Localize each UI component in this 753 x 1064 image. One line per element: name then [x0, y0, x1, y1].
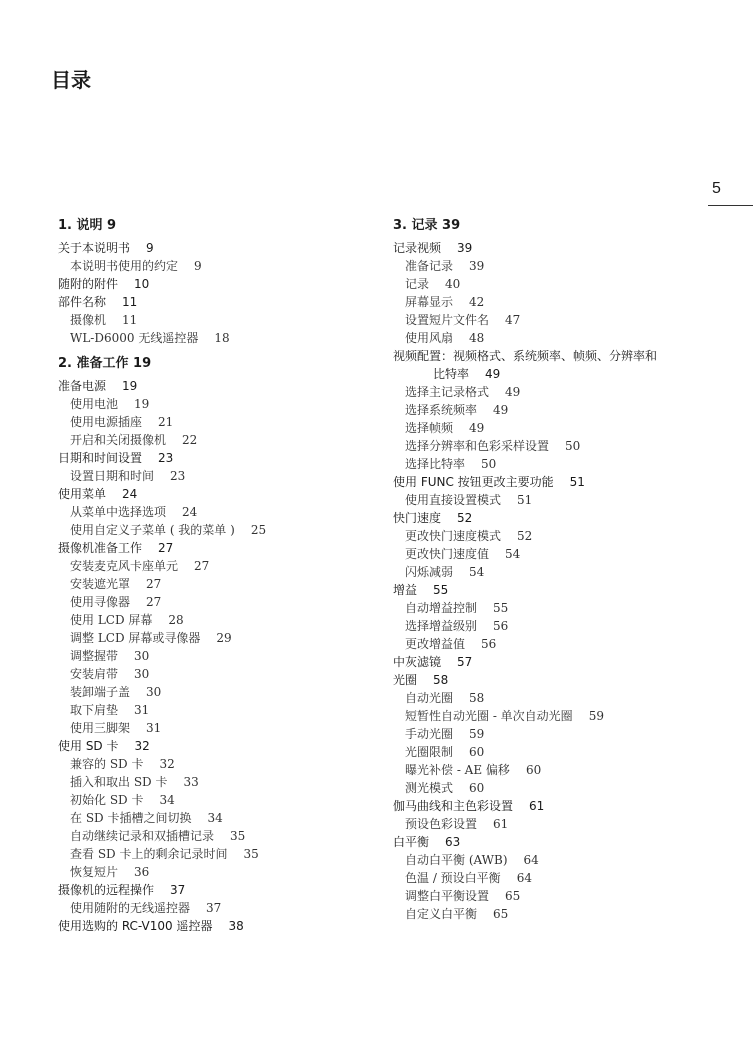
toc-entry-page: 60: [469, 781, 485, 795]
toc-entry-title: 选择主记录格式: [405, 385, 490, 399]
toc-entry-page: 29: [216, 631, 232, 645]
toc-section-entry[interactable]: [393, 509, 723, 527]
toc-entry-title: 色温 / 预设白平衡: [405, 871, 501, 885]
toc-entry-title: 调整白平衡设置: [405, 889, 490, 903]
toc-entry-title: 部件名称: [58, 295, 107, 309]
toc-entry-page: 35: [243, 847, 259, 861]
toc-subsection-entry[interactable]: [58, 575, 388, 593]
toc-entry-page: 23: [170, 469, 186, 483]
toc-entry-page: 27: [146, 577, 162, 591]
page-number-rule: [708, 205, 753, 206]
toc-entry-title: 恢复短片: [70, 865, 119, 879]
toc-entry-title: 使用 SD 卡: [58, 739, 119, 753]
toc-entry-page: 11: [122, 313, 138, 327]
toc-subsection-entry[interactable]: [58, 899, 388, 917]
toc-section-entry[interactable]: [58, 449, 388, 467]
toc-entry-title: 安装麦克风卡座单元: [70, 559, 179, 573]
toc-entry-page: 60: [469, 745, 485, 759]
toc-entry-title: 使用菜单: [58, 487, 107, 501]
toc-entry-title: 更改快门速度模式: [405, 529, 502, 543]
toc-subsection-entry[interactable]: [393, 329, 723, 347]
toc-entry-title: 查看 SD 卡上的剩余记录时间: [70, 847, 228, 861]
toc-entry-page: 30: [134, 667, 150, 681]
toc-entry-page: 52: [457, 511, 473, 525]
toc-entry-page: 39: [457, 241, 473, 255]
toc-entry-page: 19: [122, 379, 138, 393]
toc-entry-title: 手动光圈: [405, 727, 454, 741]
toc-entry-title: 选择系统频率: [405, 403, 478, 417]
toc-entry-title: 本说明书使用的约定: [70, 259, 179, 273]
toc-entry-title: 使用风扇: [405, 331, 454, 345]
toc-entry-title: 随附的附件: [58, 277, 119, 291]
toc-entry-page: 32: [159, 757, 175, 771]
toc-entry-page: 65: [493, 907, 509, 921]
toc-subsection-entry[interactable]: [393, 275, 723, 293]
page-title: 目录: [51, 68, 91, 92]
toc-entry-title: 使用寻像器: [70, 595, 131, 609]
toc-subsection-entry[interactable]: [58, 791, 388, 809]
toc-entry-page: 24: [182, 505, 198, 519]
toc-subsection-entry[interactable]: [393, 725, 723, 743]
toc-entry-page: 49: [493, 403, 509, 417]
toc-section-entry[interactable]: [393, 797, 723, 815]
toc-entry-title: 摄像机: [70, 313, 107, 327]
toc-subsection-entry[interactable]: [393, 779, 723, 797]
toc-entry-page: 28: [168, 613, 184, 627]
toc-subsection-entry[interactable]: [393, 545, 723, 563]
toc-entry-page: 64: [523, 853, 539, 867]
toc-subsection-entry[interactable]: [393, 455, 723, 473]
toc-entry-page: 58: [469, 691, 485, 705]
toc-subsection-entry[interactable]: [393, 563, 723, 581]
toc-entry-title: 使用选购的 RC-V100 遥控器: [58, 919, 213, 933]
toc-entry-title: 自定义白平衡: [405, 907, 478, 921]
toc-entry-page: 59: [469, 727, 485, 741]
toc-entry-page: 42: [469, 295, 485, 309]
toc-entry-page: 51: [569, 475, 585, 489]
toc-subsection-entry[interactable]: [393, 707, 723, 725]
toc-subsection-entry[interactable]: [393, 293, 723, 311]
toc-subsection-entry[interactable]: [393, 887, 723, 905]
toc-entry-title: 预设色彩设置: [405, 817, 478, 831]
toc-entry-title: 记录视频: [393, 241, 442, 255]
toc-entry-page: 50: [565, 439, 581, 453]
toc-entry-page: 56: [493, 619, 509, 633]
toc-entry-title: 调整握带: [70, 649, 119, 663]
toc-entry-title: 白平衡: [393, 835, 430, 849]
toc-entry-page: 61: [529, 799, 545, 813]
toc-entry-page: 50: [481, 457, 497, 471]
toc-subsection-entry[interactable]: [393, 761, 723, 779]
toc-entry-title: 取下肩垫: [70, 703, 119, 717]
toc-entry-page: 22: [182, 433, 198, 447]
toc-entry-title: 安装肩带: [70, 667, 119, 681]
toc-subsection-entry[interactable]: [393, 527, 723, 545]
toc-entry-page: 31: [146, 721, 162, 735]
toc-entry-title: 自动继续记录和双插槽记录: [70, 829, 215, 843]
toc-subsection-entry[interactable]: [58, 863, 388, 881]
toc-section-entry[interactable]: [58, 275, 388, 293]
toc-entry-title: 自动光圈: [405, 691, 454, 705]
toc-entry-page: 35: [230, 829, 246, 843]
toc-entry-page: 18: [214, 331, 230, 345]
toc-entry-title: 设置日期和时间: [70, 469, 155, 483]
toc-entry-title: 开启和关闭摄像机: [70, 433, 167, 447]
toc-entry-page: 21: [158, 415, 174, 429]
toc-entry-page: 9: [194, 259, 202, 273]
toc-entry-page: 59: [588, 709, 604, 723]
toc-section-entry[interactable]: [58, 239, 388, 257]
toc-entry-title: 兼容的 SD 卡: [70, 757, 144, 771]
toc-subsection-entry[interactable]: [58, 413, 388, 431]
toc-entry-title: 插入和取出 SD 卡: [70, 775, 168, 789]
toc-entry-title: 曝光补偿 - AE 偏移: [405, 763, 510, 777]
toc-entry-page: 27: [158, 541, 174, 555]
toc-entry-page: 33: [183, 775, 199, 789]
toc-entry-title: 测光模式: [405, 781, 454, 795]
toc-section-entry[interactable]: [393, 833, 723, 851]
toc-entry-title: 从菜单中选择选项: [70, 505, 167, 519]
toc-section-entry[interactable]: [393, 239, 723, 257]
chapter-heading: 3. 记录 39: [393, 218, 461, 233]
toc-entry-page: 25: [250, 523, 267, 537]
toc-entry-page: 27: [194, 559, 210, 573]
toc-subsection-entry[interactable]: [58, 701, 388, 719]
toc-subsection-entry[interactable]: [393, 815, 723, 833]
toc-entry-page: 65: [505, 889, 521, 903]
toc-entry-title: 使用自定义子菜单 ( 我的菜单 ): [70, 523, 235, 537]
toc-section-entry[interactable]: [393, 653, 723, 671]
toc-entry-title: 调整 LCD 屏幕或寻像器: [70, 631, 201, 645]
toc-subsection-entry[interactable]: [58, 467, 388, 485]
toc-entry-page: 39: [469, 259, 485, 273]
toc-subsection-entry[interactable]: [393, 869, 723, 887]
toc-entry-title: 短暂性自动光圈 - 单次自动光圈: [405, 709, 573, 723]
toc-subsection-entry[interactable]: [393, 491, 723, 509]
toc-subsection-entry[interactable]: [58, 521, 388, 539]
toc-entry-title: 自动增益控制: [405, 601, 478, 615]
toc-entry-title: 选择帧频: [405, 421, 454, 435]
toc-entry-page: 55: [433, 583, 449, 597]
toc-entry-title: 使用 LCD 屏幕: [70, 613, 153, 627]
toc-entry-title: 闪烁减弱: [405, 565, 454, 579]
toc-entry-page: 31: [134, 703, 150, 717]
toc-entry-page: 23: [158, 451, 174, 465]
toc-entry-title: 在 SD 卡插槽之间切换: [70, 811, 192, 825]
chapter-heading: 2. 准备工作 19: [58, 356, 152, 371]
toc-entry-title: 初始化 SD 卡: [70, 793, 144, 807]
toc-entry-title: 光圈限制: [405, 745, 454, 759]
toc-subsection-entry[interactable]: [393, 437, 723, 455]
toc-entry-page: 49: [485, 367, 501, 381]
toc-subsection-entry[interactable]: [393, 311, 723, 329]
toc-subsection-entry[interactable]: [58, 395, 388, 413]
toc-entry-page: 52: [517, 529, 533, 543]
toc-section-entry[interactable]: [393, 347, 723, 383]
toc-entry-page: 54: [505, 547, 521, 561]
toc-entry-title: 准备记录: [405, 259, 454, 273]
toc-entry-title: 记录: [405, 277, 430, 291]
toc-entry-title: 使用三脚架: [70, 721, 131, 735]
toc-entry-title: 选择比特率: [405, 457, 466, 471]
toc-section-entry[interactable]: [58, 485, 388, 503]
toc-entry-page: 48: [469, 331, 485, 345]
toc-right-column: [393, 217, 723, 923]
toc-entry-title: 使用随附的无线遥控器: [70, 901, 191, 915]
toc-entry-page: 57: [457, 655, 473, 669]
toc-entry-title: 屏幕显示: [405, 295, 454, 309]
toc-subsection-entry[interactable]: [393, 905, 723, 923]
toc-section-entry[interactable]: [393, 473, 723, 491]
toc-subsection-entry[interactable]: [393, 257, 723, 275]
toc-entry-page: 9: [146, 241, 154, 255]
toc-subsection-entry[interactable]: [58, 503, 388, 521]
page-number: 5: [712, 180, 721, 197]
toc-entry-title: 使用直接设置模式: [405, 493, 502, 507]
toc-entry-title: 选择分辨率和色彩采样设置: [405, 439, 550, 453]
toc-entry-page: 19: [134, 397, 150, 411]
toc-section-entry[interactable]: [58, 737, 388, 755]
toc-entry-page: 10: [134, 277, 150, 291]
toc-entry-title: 使用电源插座: [70, 415, 143, 429]
toc-entry-title: 视频配置：视频格式、系统频率、帧频、分辨率和: [393, 349, 658, 363]
toc-entry-page: 54: [469, 565, 485, 579]
toc-entry-title: WL-D6000 无线遥控器: [70, 331, 199, 345]
toc-entry-page: 56: [481, 637, 497, 651]
toc-entry-title: 光圈: [393, 673, 418, 687]
toc-entry-page: 37: [170, 883, 186, 897]
toc-entry-title: 快门速度: [393, 511, 442, 525]
toc-entry-title: 伽马曲线和主色彩设置: [393, 799, 514, 813]
toc-section-entry[interactable]: [58, 917, 388, 935]
toc-subsection-entry[interactable]: [58, 845, 388, 863]
toc-subsection-entry[interactable]: [58, 611, 388, 629]
toc-subsection-entry[interactable]: [58, 431, 388, 449]
toc-entry-page: 34: [207, 811, 223, 825]
toc-entry-page: 49: [505, 385, 521, 399]
toc-subsection-entry[interactable]: [58, 629, 388, 647]
toc-entry-title: 装卸端子盖: [70, 685, 131, 699]
toc-section-entry[interactable]: [58, 377, 388, 395]
toc-entry-page: 27: [146, 595, 162, 609]
toc-entry-title: 选择增益级别: [405, 619, 478, 633]
toc-entry-page: 60: [525, 763, 542, 777]
toc-subsection-entry[interactable]: [393, 401, 723, 419]
toc-entry-page: 49: [469, 421, 485, 435]
toc-entry-page: 38: [228, 919, 244, 933]
chapter-heading: 1. 说明 9: [58, 218, 117, 233]
toc-subsection-entry[interactable]: [58, 329, 388, 347]
toc-entry-title: 使用 FUNC 按钮更改主要功能: [393, 475, 554, 489]
toc-entry-page: 40: [445, 277, 461, 291]
toc-subsection-entry[interactable]: [58, 257, 388, 275]
toc-entry-title: 摄像机准备工作: [58, 541, 143, 555]
toc-left-column: [58, 217, 388, 935]
toc-entry-page: 37: [206, 901, 222, 915]
toc-entry-page: 63: [445, 835, 461, 849]
toc-section-entry[interactable]: [58, 293, 388, 311]
toc-entry-page: 61: [493, 817, 509, 831]
toc-entry-page: 34: [159, 793, 175, 807]
toc-entry-title: 日期和时间设置: [58, 451, 143, 465]
toc-entry-title: 安装遮光罩: [70, 577, 131, 591]
toc-entry-title: 使用电池: [70, 397, 119, 411]
toc-entry-page: 11: [122, 295, 138, 309]
toc-subsection-entry[interactable]: [58, 311, 388, 329]
toc-subsection-entry[interactable]: [393, 851, 723, 869]
toc-entry-title: 中灰滤镜: [393, 655, 442, 669]
toc-entry-page: 24: [122, 487, 138, 501]
toc-entry-title: 增益: [393, 583, 418, 597]
toc-subsection-entry[interactable]: [58, 665, 388, 683]
toc-subsection-entry[interactable]: [393, 617, 723, 635]
toc-section-entry[interactable]: [393, 671, 723, 689]
toc-section-entry[interactable]: [58, 881, 388, 899]
toc-subsection-entry[interactable]: [58, 719, 388, 737]
toc-entry-page: 47: [505, 313, 521, 327]
toc-entry-page: 64: [516, 871, 532, 885]
toc-subsection-entry[interactable]: [58, 593, 388, 611]
toc-entry-page: 58: [433, 673, 449, 687]
toc-section-entry[interactable]: [393, 581, 723, 599]
toc-subsection-entry[interactable]: [393, 419, 723, 437]
toc-entry-title: 更改增益值: [405, 637, 466, 651]
toc-subsection-entry[interactable]: [393, 599, 723, 617]
toc-section-entry[interactable]: [58, 539, 388, 557]
toc-subsection-entry[interactable]: [393, 635, 723, 653]
toc-entry-page: 55: [493, 601, 509, 615]
toc-subsection-entry[interactable]: [58, 647, 388, 665]
toc-entry-page: 51: [517, 493, 533, 507]
toc-entry-page: 30: [146, 685, 162, 699]
toc-subsection-entry[interactable]: [393, 689, 723, 707]
toc-subsection-entry[interactable]: [58, 683, 388, 701]
toc-entry-title: 自动白平衡 (AWB): [405, 853, 508, 867]
toc-entry-title-continuation: 比特率 49: [433, 367, 501, 381]
toc-entry-title: 准备电源: [58, 379, 107, 393]
toc-subsection-entry[interactable]: [393, 743, 723, 761]
toc-entry-page: 36: [134, 865, 150, 879]
toc-entry-title: 关于本说明书: [58, 241, 131, 255]
toc-entry-title: 摄像机的远程操作: [58, 883, 155, 897]
toc-subsection-entry[interactable]: [58, 827, 388, 845]
toc-subsection-entry[interactable]: [58, 809, 388, 827]
toc-subsection-entry[interactable]: [58, 773, 388, 791]
toc-entry-page: 30: [134, 649, 150, 663]
toc-subsection-entry[interactable]: [393, 383, 723, 401]
toc-subsection-entry[interactable]: [58, 557, 388, 575]
toc-entry-title: 更改快门速度值: [405, 547, 490, 561]
toc-entry-title: 设置短片文件名: [405, 313, 490, 327]
toc-entry-page: 32: [134, 739, 150, 753]
toc-subsection-entry[interactable]: [58, 755, 388, 773]
